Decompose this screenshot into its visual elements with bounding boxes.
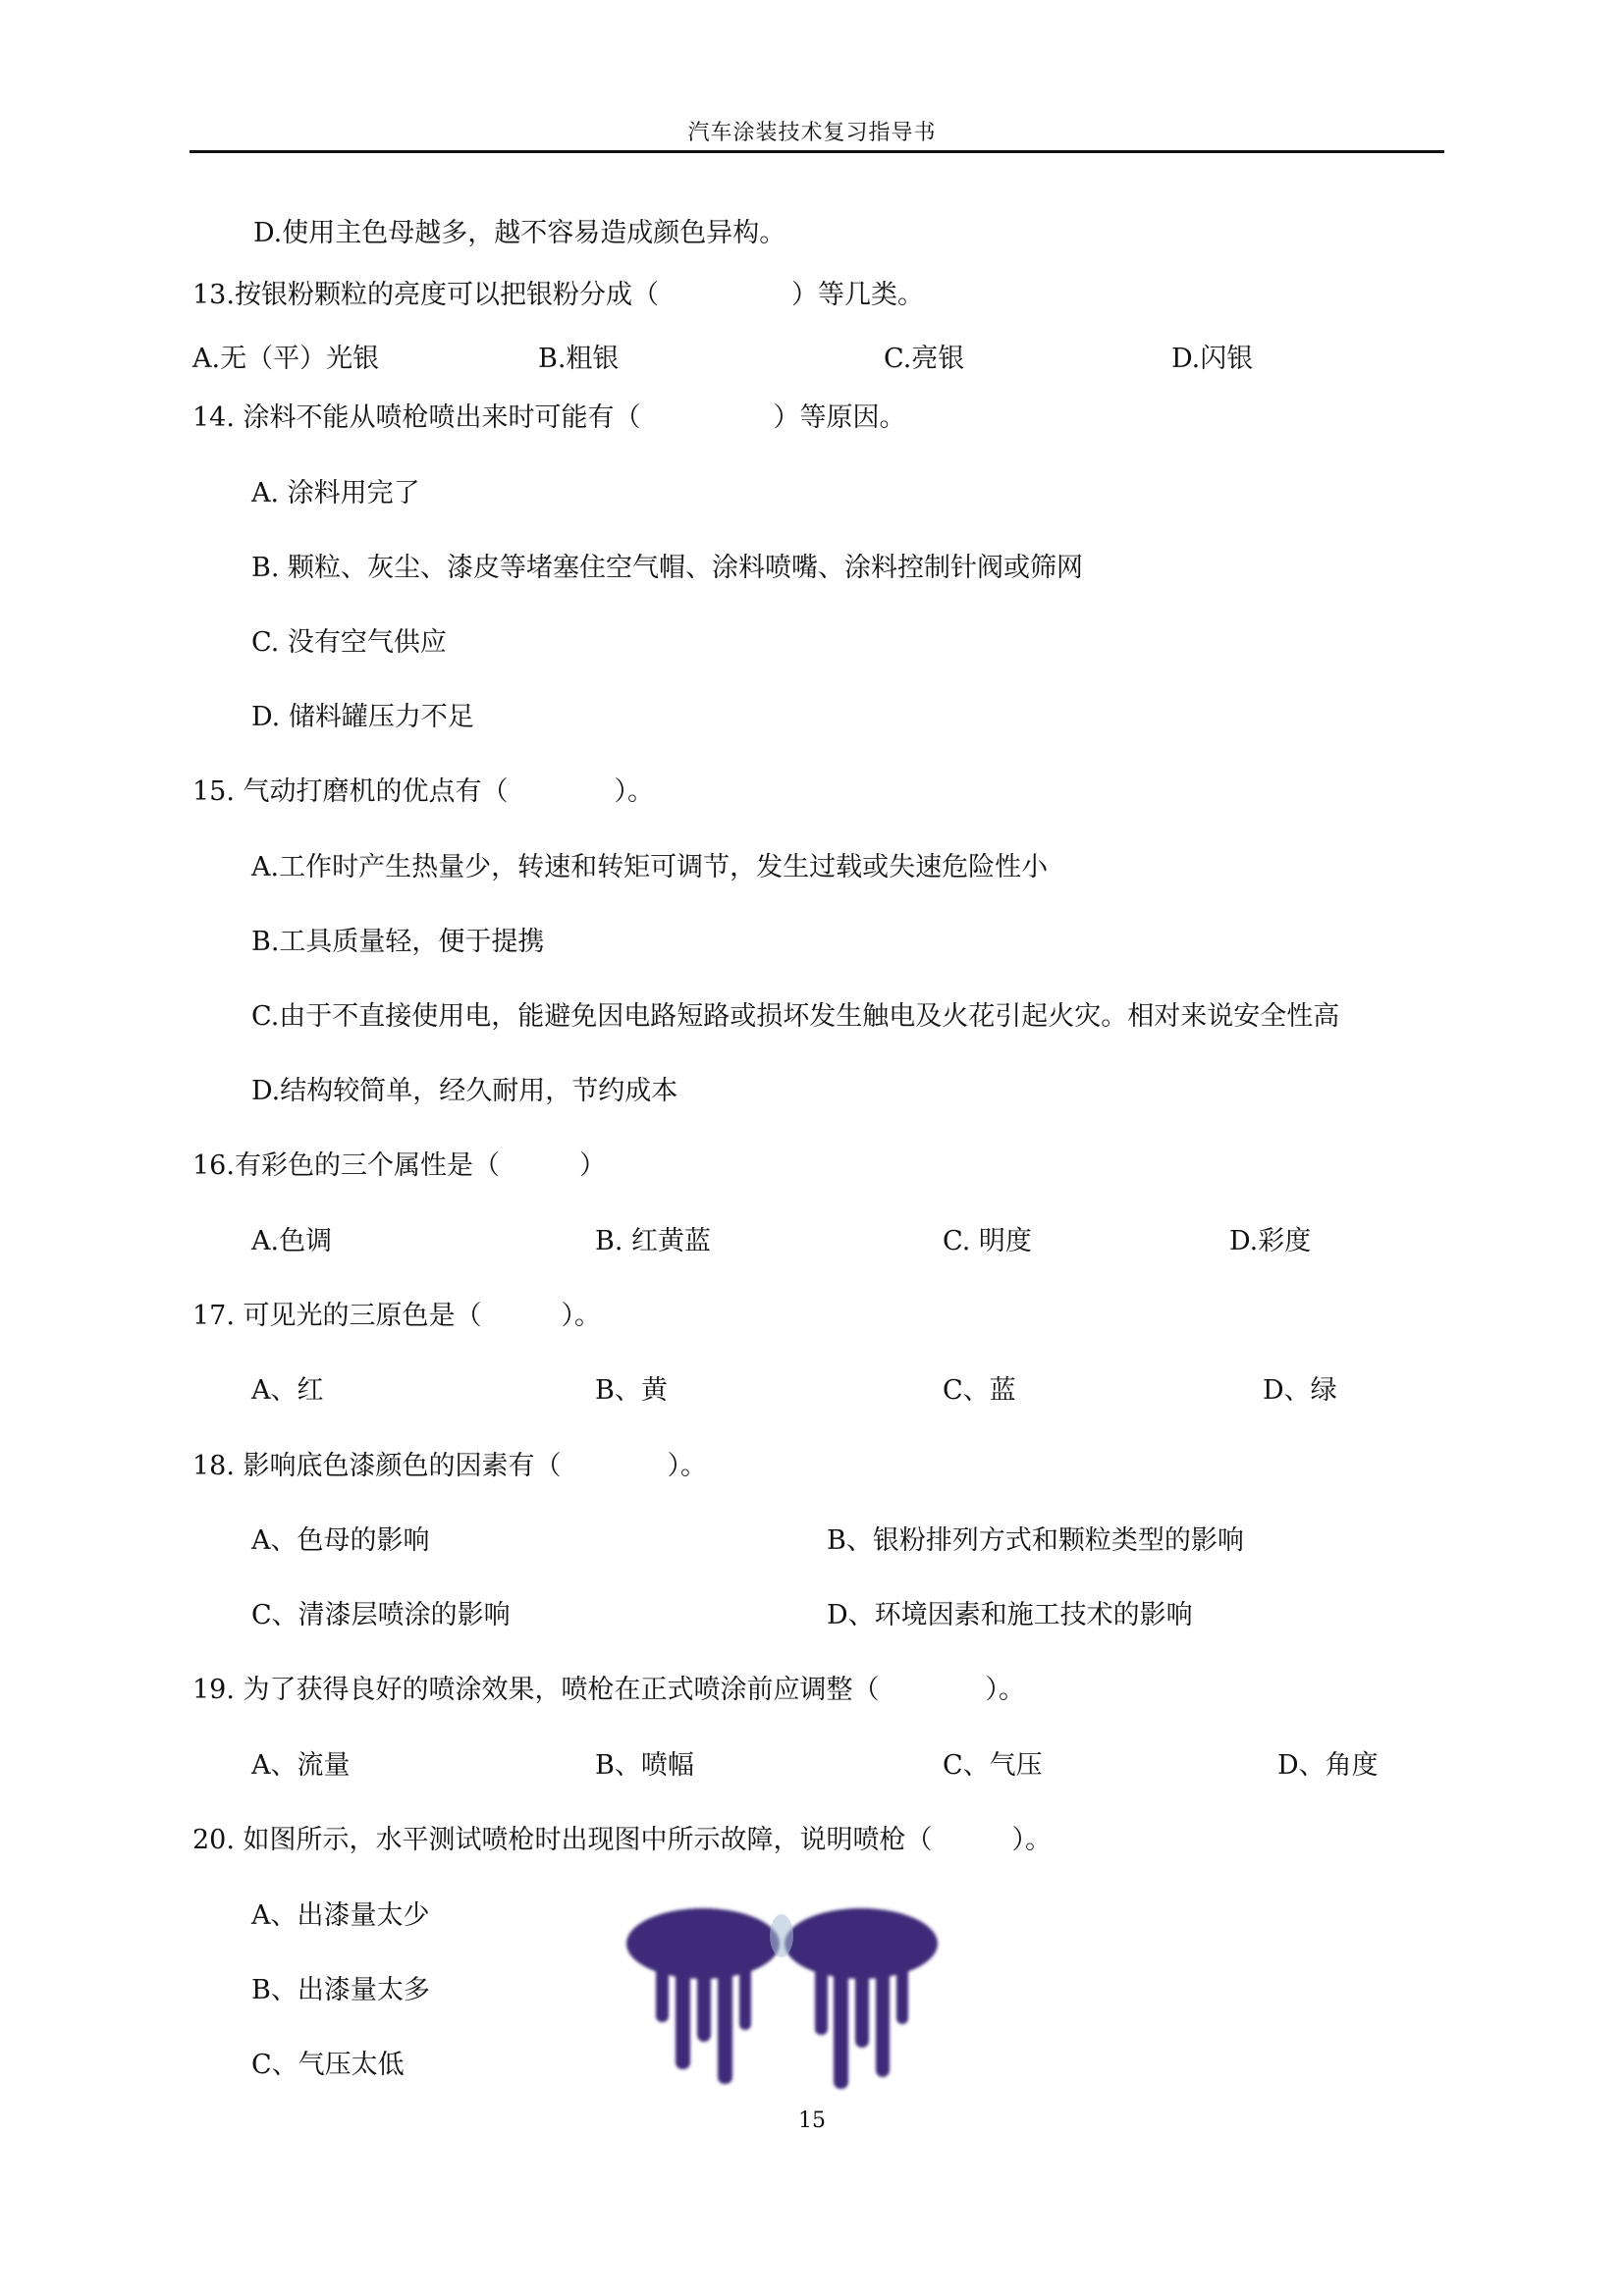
q15-stem: 15. 气动打磨机的优点有（ ）。 xyxy=(192,776,655,807)
q17-option-c: C、蓝 xyxy=(943,1375,1016,1406)
q13-option-c: C.亮银 xyxy=(884,344,965,374)
q14-option-d: D. 储料罐压力不足 xyxy=(251,702,474,732)
q18-stem: 18. 影响底色漆颜色的因素有（ ）。 xyxy=(192,1451,708,1481)
q16-option-d: D.彩度 xyxy=(1229,1226,1312,1256)
q17-option-a: A、红 xyxy=(251,1375,324,1406)
left-drip-5 xyxy=(739,1961,751,2030)
q17-option-b: B、黄 xyxy=(595,1375,668,1406)
left-drip-2 xyxy=(676,1961,690,2069)
q20-stem: 20. 如图所示，水平测试喷枪时出现图中所示故障，说明喷枪（ ）。 xyxy=(192,1825,1053,1855)
q14-option-b: B. 颗粒、灰尘、漆皮等堵塞住空气帽、涂料喷嘴、涂料控制针阀或筛网 xyxy=(251,553,1084,583)
right-drip-5 xyxy=(896,1961,908,2024)
q20-option-b: B、出漆量太多 xyxy=(251,1975,430,2005)
left-drip-3 xyxy=(697,1961,711,2042)
right-drip-2 xyxy=(834,1961,848,2089)
q13-option-b: B.粗银 xyxy=(538,344,620,374)
q15-option-d: D.结构较简单，经久耐用，节约成本 xyxy=(251,1076,678,1106)
right-drip-1 xyxy=(815,1961,828,2035)
spray-pattern-figure xyxy=(623,1902,942,2099)
q20-option-c: C、气压太低 xyxy=(251,2050,405,2080)
q18-option-b: B、银粉排列方式和颗粒类型的影响 xyxy=(827,1525,1244,1556)
q13-stem: 13.按银粉颗粒的亮度可以把银粉分成（ ）等几类。 xyxy=(192,280,924,310)
q19-stem: 19. 为了获得良好的喷涂效果，喷枪在正式喷涂前应调整（ ）。 xyxy=(192,1675,1026,1705)
q19-option-c: C、气压 xyxy=(943,1750,1043,1781)
q17-stem: 17. 可见光的三原色是（ ）。 xyxy=(192,1301,602,1331)
q16-stem: 16.有彩色的三个属性是（ ） xyxy=(192,1150,606,1181)
q14-stem: 14. 涂料不能从喷枪喷出来时可能有（ ）等原因。 xyxy=(192,402,906,433)
left-drip-4 xyxy=(718,1961,732,2084)
q13-option-a: A.无（平）光银 xyxy=(192,344,380,374)
page-number: 15 xyxy=(798,2109,826,2133)
left-drip-1 xyxy=(656,1961,669,2022)
q12-option-d: D.使用主色母越多，越不容易造成颜色异构。 xyxy=(253,218,786,248)
header-rule xyxy=(189,150,1444,153)
q18-option-a: A、色母的影响 xyxy=(251,1525,430,1556)
q18-option-d: D、环境因素和施工技术的影响 xyxy=(827,1600,1193,1630)
q15-option-b: B.工具质量轻，便于提携 xyxy=(251,927,545,957)
q16-option-c: C. 明度 xyxy=(943,1226,1032,1256)
q19-option-d: D、角度 xyxy=(1277,1750,1379,1781)
header-title: 汽车涂装技术复习指导书 xyxy=(687,121,937,145)
q16-option-a: A.色调 xyxy=(251,1226,333,1256)
q14-option-c: C. 没有空气供应 xyxy=(251,627,447,658)
q16-option-b: B. 红黄蓝 xyxy=(595,1226,712,1256)
right-drip-4 xyxy=(876,1961,890,2077)
q18-option-c: C、清漆层喷涂的影响 xyxy=(251,1600,511,1630)
right-drip-3 xyxy=(855,1961,869,2048)
q15-option-c: C.由于不直接使用电，能避免因电路短路或损坏发生触电及火花引起火灾。相对来说安全性高 xyxy=(251,1001,1340,1032)
center-gap-haze xyxy=(770,1914,793,1957)
q19-option-b: B、喷幅 xyxy=(595,1750,694,1781)
q14-option-a: A. 涂料用完了 xyxy=(251,478,420,508)
q20-option-a: A、出漆量太少 xyxy=(251,1900,430,1931)
q13-option-d: D.闪银 xyxy=(1171,344,1254,374)
q15-option-a: A.工作时产生热量少，转速和转矩可调节，发生过载或失速危险性小 xyxy=(251,852,1049,882)
q17-option-d: D、绿 xyxy=(1263,1375,1337,1406)
q19-option-a: A、流量 xyxy=(251,1750,351,1781)
